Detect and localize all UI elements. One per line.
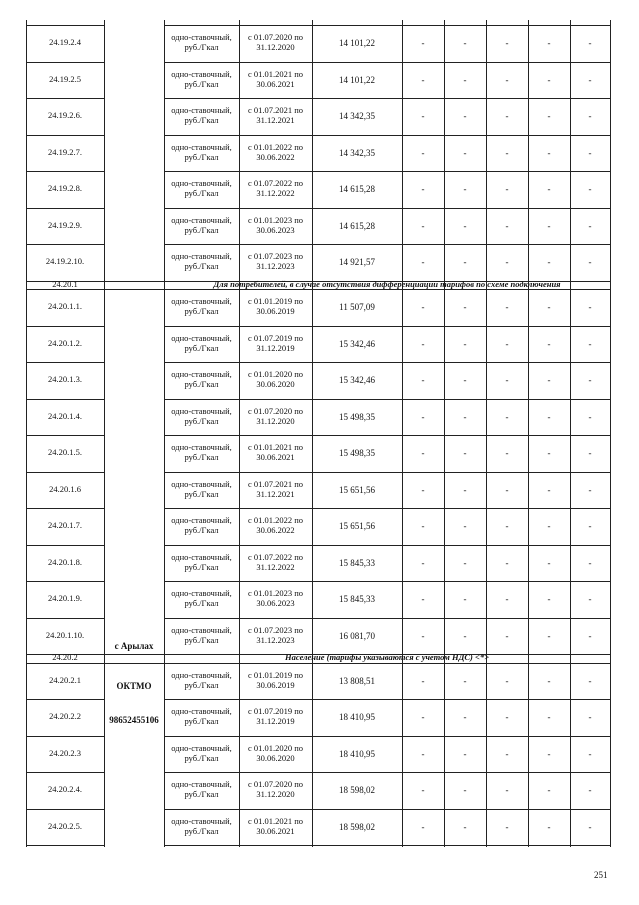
tariff-type: одно-ставочный, руб./Гкал	[171, 178, 232, 199]
row-code: 24.20.1.7.	[48, 520, 82, 531]
empty-value-dash: -	[547, 484, 551, 495]
tariff-type: одно-ставочный, руб./Гкал	[171, 588, 232, 609]
empty-value-dash: -	[505, 484, 509, 495]
empty-value-dash: -	[421, 257, 425, 268]
tariff-type: одно-ставочный, руб./Гкал	[171, 815, 232, 836]
empty-value-dash: -	[421, 220, 425, 231]
empty-value-dash: -	[505, 338, 509, 349]
empty-value-dash: -	[505, 785, 509, 796]
tariff-value: 14 921,57	[339, 257, 375, 268]
empty-value-dash: -	[421, 630, 425, 641]
row-code: 24.20.1.6	[49, 483, 81, 494]
empty-value-dash: -	[505, 257, 509, 268]
empty-value-dash: -	[588, 675, 592, 686]
row-code: 24.19.2.7.	[48, 146, 82, 157]
tariff-type: одно-ставочный, руб./Гкал	[171, 551, 232, 572]
empty-value-dash: -	[547, 38, 551, 49]
row-code: 24.20.1.2.	[48, 337, 82, 348]
empty-value-dash: -	[463, 448, 467, 459]
tariff-period: с 01.07.2023 по 31.12.2023	[247, 251, 304, 272]
tariff-type: одно-ставочный, руб./Гкал	[171, 296, 232, 317]
tariff-period: с 01.01.2019 по 30.06.2019	[247, 296, 304, 317]
tariff-type: одно-ставочный, руб./Гкал	[171, 405, 232, 426]
empty-value-dash: -	[588, 785, 592, 796]
row-bottom-border	[26, 845, 104, 846]
empty-value-dash: -	[547, 521, 551, 532]
tariff-type: одно-ставочный, руб./Гкал	[171, 332, 232, 353]
empty-value-dash: -	[547, 594, 551, 605]
empty-value-dash: -	[547, 338, 551, 349]
empty-value-dash: -	[505, 748, 509, 759]
empty-value-dash: -	[505, 521, 509, 532]
row-code: 24.20.1.5.	[48, 447, 82, 458]
empty-value-dash: -	[505, 147, 509, 158]
empty-value-dash: -	[588, 712, 592, 723]
empty-value-dash: -	[588, 220, 592, 231]
tariff-value: 14 342,35	[339, 147, 375, 158]
tariff-value: 11 507,09	[339, 302, 375, 313]
row-code: 24.19.2.8.	[48, 183, 82, 194]
empty-value-dash: -	[547, 630, 551, 641]
empty-value-dash: -	[588, 338, 592, 349]
tariff-type: одно-ставочный, руб./Гкал	[171, 624, 232, 645]
row-code: 24.19.2.4	[49, 37, 81, 48]
empty-value-dash: -	[421, 484, 425, 495]
tariff-period: с 01.07.2019 по 31.12.2019	[247, 706, 304, 727]
empty-value-dash: -	[505, 74, 509, 85]
empty-value-dash: -	[463, 821, 467, 832]
empty-value-dash: -	[547, 448, 551, 459]
tariff-value: 15 498,35	[339, 448, 375, 459]
tariff-period: с 01.07.2020 по 31.12.2020	[247, 32, 304, 53]
empty-value-dash: -	[505, 184, 509, 195]
tariff-type: одно-ставочный, руб./Гкал	[171, 706, 232, 727]
tariff-value: 14 615,28	[339, 184, 375, 195]
tariff-period: с 01.01.2020 по 30.06.2020	[247, 369, 304, 390]
empty-value-dash: -	[463, 38, 467, 49]
tariff-value: 15 651,56	[339, 521, 375, 532]
empty-value-dash: -	[463, 712, 467, 723]
tariff-type: одно-ставочный, руб./Гкал	[171, 779, 232, 800]
tariff-value: 16 081,70	[339, 630, 375, 641]
empty-value-dash: -	[547, 375, 551, 386]
empty-value-dash: -	[505, 375, 509, 386]
tariff-period: с 01.01.2022 по 30.06.2022	[247, 141, 304, 162]
empty-value-dash: -	[463, 220, 467, 231]
row-code: 24.19.2.5	[49, 73, 81, 84]
tariff-value: 13 808,51	[339, 675, 375, 686]
empty-value-dash: -	[588, 375, 592, 386]
tariff-type: одно-ставочный, руб./Гкал	[171, 515, 232, 536]
empty-value-dash: -	[588, 521, 592, 532]
tariff-type: одно-ставочный, руб./Гкал	[171, 68, 232, 89]
empty-value-dash: -	[547, 257, 551, 268]
empty-value-dash: -	[547, 220, 551, 231]
empty-value-dash: -	[421, 594, 425, 605]
empty-value-dash: -	[588, 448, 592, 459]
tariff-value: 15 498,35	[339, 411, 375, 422]
tariff-value: 14 342,35	[339, 111, 375, 122]
tariff-period: с 01.07.2023 по 31.12.2023	[247, 624, 304, 645]
tariff-value: 15 651,56	[339, 484, 375, 495]
empty-value-dash: -	[421, 712, 425, 723]
empty-value-dash: -	[588, 594, 592, 605]
row-bottom-border	[164, 845, 610, 846]
row-code: 24.20.1.8.	[48, 556, 82, 567]
tariff-type: одно-ставочный, руб./Гкал	[171, 214, 232, 235]
tariff-value: 14 101,22	[339, 74, 375, 85]
tariff-period: с 01.07.2020 по 31.12.2020	[247, 779, 304, 800]
empty-value-dash: -	[505, 557, 509, 568]
empty-value-dash: -	[421, 375, 425, 386]
tariff-period: с 01.07.2020 по 31.12.2020	[247, 405, 304, 426]
section-title: Население (тарифы указываются с учетом НДС) <*>	[285, 652, 489, 663]
tariff-period: с 01.01.2020 по 30.06.2020	[247, 742, 304, 763]
tariff-value: 18 410,95	[339, 712, 375, 723]
empty-value-dash: -	[463, 302, 467, 313]
page-number: 251	[594, 870, 608, 880]
empty-value-dash: -	[547, 557, 551, 568]
empty-value-dash: -	[463, 111, 467, 122]
empty-value-dash: -	[505, 630, 509, 641]
empty-value-dash: -	[421, 748, 425, 759]
empty-value-dash: -	[463, 748, 467, 759]
empty-value-dash: -	[588, 821, 592, 832]
empty-value-dash: -	[588, 257, 592, 268]
tariff-period: с 01.01.2023 по 30.06.2023	[247, 214, 304, 235]
empty-value-dash: -	[421, 411, 425, 422]
tariff-value: 15 342,46	[339, 338, 375, 349]
empty-value-dash: -	[547, 411, 551, 422]
empty-value-dash: -	[463, 557, 467, 568]
tariff-value: 14 101,22	[339, 38, 375, 49]
empty-value-dash: -	[505, 220, 509, 231]
tariff-type: одно-ставочный, руб./Гкал	[171, 478, 232, 499]
empty-value-dash: -	[547, 184, 551, 195]
empty-value-dash: -	[421, 338, 425, 349]
empty-value-dash: -	[421, 111, 425, 122]
row-code: 24.20.2.4.	[48, 784, 82, 795]
empty-value-dash: -	[421, 147, 425, 158]
tariff-value: 15 845,33	[339, 594, 375, 605]
tariff-value: 14 615,28	[339, 220, 375, 231]
tariff-value: 15 845,33	[339, 557, 375, 568]
row-code: 24.20.2.5.	[48, 820, 82, 831]
empty-value-dash: -	[505, 821, 509, 832]
right-border	[610, 20, 611, 847]
tariff-type: одно-ставочный, руб./Гкал	[171, 251, 232, 272]
tariff-type: одно-ставочный, руб./Гкал	[171, 105, 232, 126]
tariff-type: одно-ставочный, руб./Гкал	[171, 742, 232, 763]
empty-value-dash: -	[505, 675, 509, 686]
section-code: 24.20.2	[52, 652, 78, 663]
empty-value-dash: -	[421, 785, 425, 796]
empty-value-dash: -	[463, 147, 467, 158]
row-code: 24.20.1.10.	[45, 629, 85, 640]
tariff-period: с 01.07.2022 по 31.12.2022	[247, 178, 304, 199]
empty-value-dash: -	[463, 785, 467, 796]
row-code: 24.20.2.1	[49, 674, 81, 685]
empty-value-dash: -	[588, 630, 592, 641]
tariff-period: с 01.07.2022 по 31.12.2022	[247, 551, 304, 572]
tariff-period: с 01.01.2022 по 30.06.2022	[247, 515, 304, 536]
empty-value-dash: -	[505, 111, 509, 122]
tariff-value: 15 342,46	[339, 375, 375, 386]
empty-value-dash: -	[547, 147, 551, 158]
tariff-period: с 01.01.2021 по 30.06.2021	[247, 68, 304, 89]
tariff-value: 18 598,02	[339, 785, 375, 796]
empty-value-dash: -	[505, 302, 509, 313]
empty-value-dash: -	[421, 302, 425, 313]
empty-value-dash: -	[463, 484, 467, 495]
tariff-value: 18 410,95	[339, 748, 375, 759]
empty-value-dash: -	[588, 302, 592, 313]
empty-value-dash: -	[547, 712, 551, 723]
empty-value-dash: -	[463, 74, 467, 85]
empty-value-dash: -	[463, 257, 467, 268]
empty-value-dash: -	[547, 675, 551, 686]
empty-value-dash: -	[505, 411, 509, 422]
empty-value-dash: -	[588, 74, 592, 85]
section-title: Для потребителей, в случае отсутствия дифференциации тарифов по схеме подключения	[213, 278, 561, 289]
oktmo-label: ОКТМО	[116, 680, 152, 691]
empty-value-dash: -	[463, 375, 467, 386]
empty-value-dash: -	[547, 302, 551, 313]
row-code: 24.20.2.3	[49, 747, 81, 758]
empty-value-dash: -	[588, 557, 592, 568]
empty-value-dash: -	[588, 147, 592, 158]
tariff-period: с 01.01.2019 по 30.06.2019	[247, 669, 304, 690]
row-code: 24.20.1.3.	[48, 374, 82, 385]
empty-value-dash: -	[463, 338, 467, 349]
tariff-period: с 01.07.2019 по 31.12.2019	[247, 332, 304, 353]
row-code: 24.20.2.2	[49, 711, 81, 722]
empty-value-dash: -	[547, 111, 551, 122]
empty-value-dash: -	[463, 675, 467, 686]
empty-value-dash: -	[547, 821, 551, 832]
row-code: 24.20.1.9.	[48, 593, 82, 604]
empty-value-dash: -	[547, 785, 551, 796]
row-code: 24.19.2.9.	[48, 219, 82, 230]
row-code: 24.20.1.4.	[48, 410, 82, 421]
row-code: 24.20.1.1.	[48, 301, 82, 312]
tariff-period: с 01.01.2023 по 30.06.2023	[247, 588, 304, 609]
empty-value-dash: -	[421, 184, 425, 195]
tariff-period: с 01.07.2021 по 31.12.2021	[247, 478, 304, 499]
empty-value-dash: -	[505, 594, 509, 605]
empty-value-dash: -	[463, 630, 467, 641]
empty-value-dash: -	[505, 38, 509, 49]
empty-value-dash: -	[588, 484, 592, 495]
empty-value-dash: -	[421, 675, 425, 686]
tariff-type: одно-ставочный, руб./Гкал	[171, 669, 232, 690]
tariff-type: одно-ставочный, руб./Гкал	[171, 369, 232, 390]
tariff-type: одно-ставочный, руб./Гкал	[171, 442, 232, 463]
empty-value-dash: -	[463, 521, 467, 532]
empty-value-dash: -	[421, 74, 425, 85]
empty-value-dash: -	[463, 411, 467, 422]
empty-value-dash: -	[463, 594, 467, 605]
empty-value-dash: -	[588, 111, 592, 122]
locality-name: с Арылах	[114, 640, 154, 651]
tariff-period: с 01.07.2021 по 31.12.2021	[247, 105, 304, 126]
empty-value-dash: -	[421, 38, 425, 49]
row-code: 24.19.2.6.	[48, 110, 82, 121]
empty-value-dash: -	[547, 74, 551, 85]
empty-value-dash: -	[421, 521, 425, 532]
empty-value-dash: -	[421, 557, 425, 568]
empty-value-dash: -	[421, 448, 425, 459]
empty-value-dash: -	[547, 748, 551, 759]
empty-value-dash: -	[421, 821, 425, 832]
empty-value-dash: -	[505, 712, 509, 723]
empty-value-dash: -	[588, 38, 592, 49]
empty-value-dash: -	[588, 411, 592, 422]
tariff-period: с 01.01.2021 по 30.06.2021	[247, 815, 304, 836]
empty-value-dash: -	[588, 184, 592, 195]
oktmo-code: 98652455106	[109, 714, 159, 725]
empty-value-dash: -	[505, 448, 509, 459]
row-code: 24.19.2.10.	[45, 256, 85, 267]
empty-value-dash: -	[463, 184, 467, 195]
tariff-type: одно-ставочный, руб./Гкал	[171, 141, 232, 162]
tariff-value: 18 598,02	[339, 821, 375, 832]
tariff-period: с 01.01.2021 по 30.06.2021	[247, 442, 304, 463]
empty-value-dash: -	[588, 748, 592, 759]
tariff-type: одно-ставочный, руб./Гкал	[171, 32, 232, 53]
section-code: 24.20.1	[52, 278, 78, 289]
